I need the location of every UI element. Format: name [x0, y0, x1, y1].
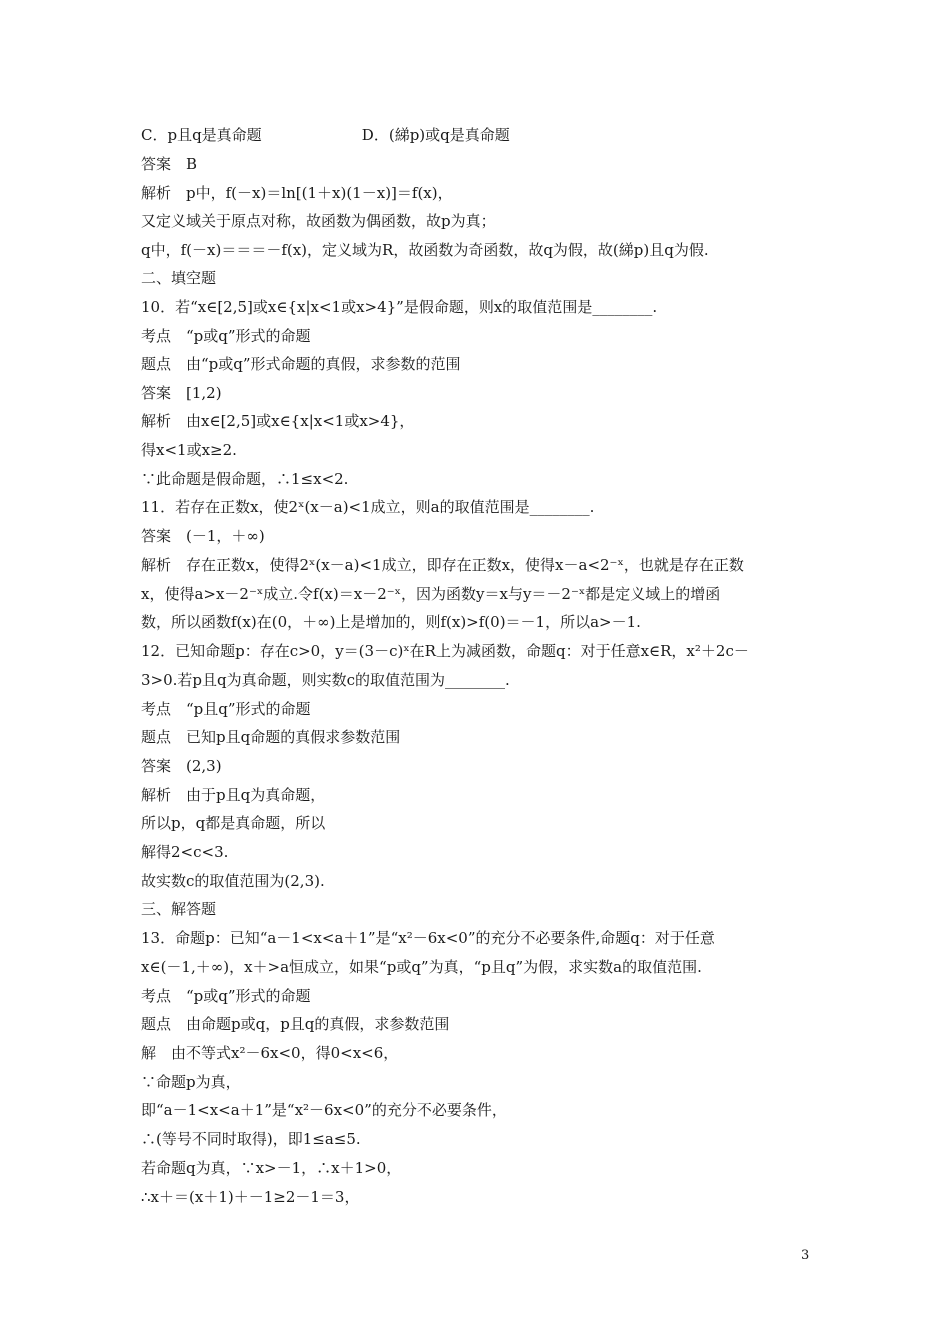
question-11: 11．若存在正数x，使2ˣ(x－a)<1成立，则a的取值范围是________. [141, 498, 595, 516]
text-line: 解析 存在正数x，使得2ˣ(x－a)<1成立，即存在正数x，使得x－a<2⁻ˣ，也就是存在正数 [141, 556, 744, 574]
text-line: x∈(－1,＋∞)，x＋>a恒成立，如果“p或q”为真，“p且q”为假，求实数a的取值范围. [141, 958, 702, 976]
text-line: C．p且q是真命题 D．(綈p)或q是真命题 [141, 126, 510, 144]
text-line: ∴x＋＝(x＋1)＋－1≥2－1＝3， [141, 1188, 360, 1206]
text-line: x，使得a>x－2⁻ˣ成立.令f(x)＝x－2⁻ˣ，因为函数y＝x与y＝－2⁻ˣ都是定义域上的增函 [141, 585, 721, 603]
text-line: 故实数c的取值范围为(2,3). [141, 872, 325, 890]
text-line: 考点 “p或q”形式的命题 [141, 327, 311, 345]
text-line: 3>0.若p且q为真命题，则实数c的取值范围为________. [141, 671, 510, 689]
text-line: 解析 由x∈[2,5]或x∈{x|x<1或x>4}， [141, 412, 415, 430]
text-line: 解 由不等式x²－6x<0，得0<x<6， [141, 1044, 399, 1062]
text-line: 数，所以函数f(x)在(0，＋∞)上是增加的，则f(x)>f(0)＝－1，所以a>－1. [141, 613, 641, 631]
text-line: 考点 “p或q”形式的命题 [141, 987, 311, 1005]
text-line: 解得2<c<3. [141, 843, 229, 861]
question-10: 10．若“x∈[2,5]或x∈{x|x<1或x>4}”是假命题，则x的取值范围是________. [141, 298, 658, 316]
text-line: 所以p，q都是真命题，所以 [141, 814, 326, 832]
question-12: 12．已知命题p：存在c>0，y＝(3－c)ˣ在R上为减函数，命题q：对于任意x∈R，x²＋2c－ [141, 642, 749, 660]
question-13: 13．命题p：已知“a－1<x<a＋1”是“x²－6x<0”的充分不必要条件,命题q：对于任意 [141, 929, 715, 947]
text-line: 答案 B [141, 155, 198, 173]
text-line: 即“a－1<x<a＋1”是“x²－6x<0”的充分不必要条件， [141, 1101, 507, 1119]
text-line: 答案 [1,2) [141, 384, 222, 402]
text-line: 又定义域关于原点对称，故函数为偶函数，故p为真； [141, 212, 496, 230]
text-line: 答案 (2,3) [141, 757, 222, 775]
text-line: 答案 (－1，＋∞) [141, 527, 265, 545]
text-line: ∵命题p为真， [141, 1073, 241, 1091]
section-heading: 二、填空题 [141, 269, 217, 287]
text-line: ∵此命题是假命题，∴1≤x<2. [141, 470, 349, 488]
page-number: 3 [801, 1248, 810, 1263]
section-heading: 三、解答题 [141, 900, 217, 918]
text-line: 题点 由“p或q”形式命题的真假，求参数的范围 [141, 355, 461, 373]
text-line: 解析 p中，f(－x)＝ln[(1＋x)(1－x)]＝f(x)， [141, 184, 453, 202]
text-line: 若命题q为真，∵x>－1，∴x＋1>0， [141, 1159, 402, 1177]
text-line: 解析 由于p且q为真命题， [141, 786, 326, 804]
text-line: 题点 已知p且q命题的真假求参数范围 [141, 728, 401, 746]
text-line: ∴(等号不同时取得)，即1≤a≤5. [141, 1130, 361, 1148]
text-line: 考点 “p且q”形式的命题 [141, 700, 311, 718]
text-line: q中，f(－x)＝＝＝－f(x)，定义域为R，故函数为奇函数，故q为假，故(綈p)且q为假. [141, 241, 709, 259]
text-line: 题点 由命题p或q，p且q的真假，求参数范围 [141, 1015, 450, 1033]
text-line: 得x<1或x≥2. [141, 441, 237, 459]
